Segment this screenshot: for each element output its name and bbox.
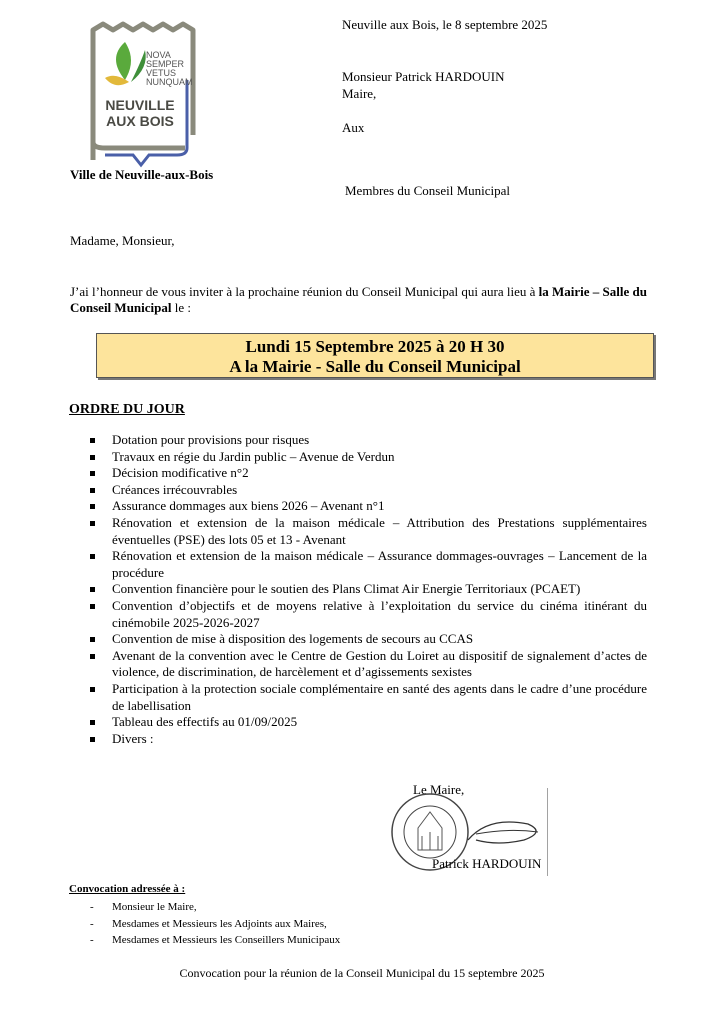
bullet-icon	[90, 637, 95, 642]
agenda-item	[90, 548, 647, 581]
convocation-recipient-text: Monsieur le Maire,	[112, 901, 197, 913]
bullet-icon	[90, 521, 95, 526]
salutation: Madame, Monsieur,	[70, 233, 175, 248]
sender-block	[342, 68, 504, 102]
city-name: Ville de Neuville-aux-Bois	[70, 167, 214, 182]
motto-line-1: NOVA	[146, 50, 171, 60]
convocation-recipient	[90, 899, 340, 916]
agenda-item	[90, 648, 647, 681]
agenda-item-text: Rénovation et extension de la maison médicale – Assurance dommages-ouvrages – Lancement de la procédure	[112, 548, 647, 580]
agenda-item	[90, 449, 647, 466]
date-line: Neuville aux Bois, le 8 septembre 2025	[342, 17, 548, 32]
bullet-icon	[90, 604, 95, 609]
dash-icon: -	[90, 934, 94, 946]
agenda-item-text: Avenant de la convention avec le Centre de Gestion du Loiret au dispositif de signalement d’actes de violence, de discrimination, de harcèlement et d’agissements sexistes	[112, 647, 647, 680]
logo-name-line1: NEUVILLE	[105, 97, 175, 113]
agenda-item-text: Convention de mise à disposition des logements de secours au CCAS	[112, 631, 474, 647]
sender-name: Monsieur Patrick HARDOUIN	[342, 69, 505, 84]
logo-name-line2: AUX BOIS	[106, 113, 174, 129]
agenda-list	[90, 432, 647, 747]
motto-line-3: VETUS	[146, 68, 177, 78]
meeting-location: A la Mairie - Salle du Conseil Municipal	[229, 357, 521, 376]
agenda-item	[90, 681, 647, 714]
agenda-item-text: Participation à la protection sociale complémentaire en santé des agents dans le cadre d’une procédure de labellisation	[112, 680, 647, 713]
page-footer: Convocation pour la réunion de la Conseil Municipal du 15 septembre 2025	[179, 966, 545, 980]
motto-line-2: SEMPER	[146, 59, 185, 69]
bullet-icon	[90, 554, 95, 559]
agenda-item-text: Divers :	[112, 730, 154, 746]
recipients-line: Membres du Conseil Municipal	[345, 183, 511, 198]
sender-title: Maire,	[342, 86, 377, 101]
meeting-date: Lundi 15 Septembre 2025 à 20 H 30	[245, 337, 505, 356]
bullet-icon	[90, 737, 95, 742]
bullet-icon	[90, 654, 95, 659]
convocation-list	[90, 899, 340, 949]
bullet-icon	[90, 455, 95, 460]
convocation-title: Convocation adressée à :	[69, 883, 186, 895]
dash-icon: -	[90, 901, 94, 913]
agenda-item-text: Convention d’objectifs et de moyens relative à l’exploitation du service du cinéma itinérant du cinémobile 2025-2026-2027	[112, 597, 647, 630]
bullet-icon	[90, 471, 95, 476]
city-logo	[85, 20, 205, 170]
agenda-item	[90, 432, 647, 449]
convocation-recipient	[90, 932, 340, 949]
intro-text-1: J’ai l’honneur de vous inviter à la prochaine réunion du Conseil Municipal qui aura lieu à	[70, 284, 539, 299]
intro-location: la Mairie – Salle du Conseil Municipal	[70, 284, 647, 315]
motto-line-4: NUNQUAM	[146, 77, 193, 87]
agenda-item-text: Rénovation et extension de la maison médicale – Attribution des Prestations supplémentaires éventuelles (PSE) des lots 05 et 13 - Avenant	[112, 514, 647, 547]
agenda-item-text: Convention financière pour le soutien des Plans Climat Air Energie Territoriaux (PCAET)	[112, 581, 581, 597]
agenda-item	[90, 515, 647, 548]
agenda-item-text: Dotation pour provisions pour risques	[112, 432, 310, 447]
bullet-icon	[90, 504, 95, 509]
agenda-item	[90, 482, 647, 499]
agenda-title: ORDRE DU JOUR	[69, 402, 185, 417]
bullet-icon	[90, 687, 95, 692]
bullet-icon	[90, 438, 95, 443]
bullet-icon	[90, 488, 95, 493]
agenda-item-text: Travaux en régie du Jardin public – Avenue de Verdun	[112, 448, 395, 464]
aux-label: Aux	[342, 120, 365, 135]
bullet-icon	[90, 587, 95, 592]
agenda-item	[90, 465, 647, 482]
agenda-item	[90, 598, 647, 631]
dash-icon: -	[90, 917, 94, 930]
signature-name: Patrick HARDOUIN	[432, 856, 542, 871]
agenda-item	[90, 731, 647, 748]
intro-text-2: le :	[171, 300, 191, 315]
convocation-recipient	[90, 916, 340, 933]
intro-paragraph	[70, 284, 647, 316]
agenda-item-text: Assurance dommages aux biens 2026 – Avenant n°1	[112, 498, 385, 514]
agenda-item-text: Tableau des effectifs au 01/09/2025	[112, 714, 298, 730]
agenda-item	[90, 498, 647, 515]
agenda-item	[90, 631, 647, 648]
signature-label: Le Maire,	[413, 782, 465, 797]
agenda-item-text: Créances irrécouvrables	[112, 481, 238, 497]
agenda-item	[90, 581, 647, 598]
convocation-recipient-text: Mesdames et Messieurs les Conseillers Municipaux	[112, 934, 341, 946]
agenda-item	[90, 714, 647, 731]
bullet-icon	[90, 720, 95, 725]
agenda-item-text: Décision modificative n°2	[112, 465, 249, 481]
convocation-recipient-text: Mesdames et Messieurs les Adjoints aux Maires,	[112, 917, 327, 930]
meeting-box	[96, 333, 654, 378]
